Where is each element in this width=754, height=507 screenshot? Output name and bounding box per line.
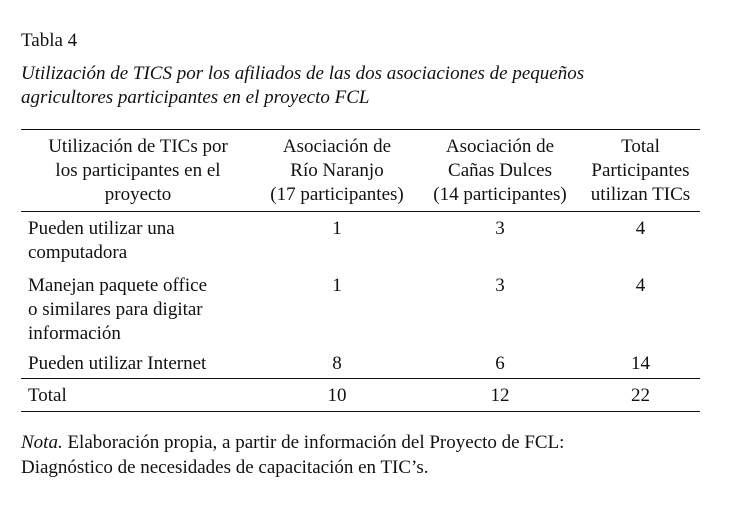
caption-line-1: Utilización de TICS por los afiliados de las dos asociaciones de pequeños	[21, 63, 585, 84]
row-label-line: o similares para digitar	[28, 299, 203, 320]
header-canas-dulces	[419, 130, 581, 212]
header-text-line: Total	[621, 136, 660, 157]
cell-rio-naranjo: 8	[332, 353, 342, 374]
header-text-line: utilizan TICs	[590, 184, 691, 205]
row-label-line: Pueden utilizar Internet	[28, 353, 207, 374]
header-text-line: Asociación de	[282, 136, 392, 157]
note-line-2: Diagnóstico de necesidades de capacitación en TIC’s.	[21, 457, 429, 478]
row-label-line: Pueden utilizar una	[28, 218, 175, 239]
row-label	[21, 212, 255, 270]
note-text: Elaboración propia, a partir de información del Proyecto de FCL:	[62, 432, 565, 453]
total-row-label: Total	[21, 379, 255, 412]
header-text-line: (17 participantes)	[270, 184, 404, 205]
header-text-line: Participantes	[591, 160, 690, 181]
table-row	[21, 269, 700, 352]
header-text-line: Utilización de TICs por	[48, 136, 228, 157]
table-total-row	[21, 379, 700, 412]
cell-canas-dulces: 6	[495, 353, 505, 374]
header-text-line: (14 participantes)	[433, 184, 567, 205]
table-row	[21, 212, 700, 270]
row-label-line: Manejan paquete office	[28, 275, 208, 296]
row-label-line: información	[28, 323, 121, 344]
note-line-1	[21, 430, 741, 455]
table-row	[21, 352, 700, 379]
data-table	[21, 129, 700, 412]
header-text-line: los participantes en el	[55, 160, 221, 181]
row-label	[21, 269, 255, 352]
table-header-row	[21, 130, 700, 212]
header-text-line: Asociación de	[445, 136, 555, 157]
header-total	[581, 130, 700, 212]
row-label-line: computadora	[28, 242, 128, 263]
cell-rio-naranjo: 1	[332, 218, 342, 239]
cell-total: 4	[635, 275, 646, 296]
header-usage	[21, 130, 255, 212]
table-caption	[21, 62, 721, 110]
total-total: 22	[581, 379, 700, 412]
header-text-line: Cañas Dulces	[448, 160, 552, 181]
header-text-line: Río Naranjo	[290, 160, 384, 181]
note-prefix: Nota.	[21, 432, 63, 453]
cell-total: 14	[631, 353, 650, 374]
table-number: Tabla 4	[21, 30, 78, 51]
cell-rio-naranjo: 1	[332, 275, 342, 296]
total-rio-naranjo: 10	[255, 379, 419, 412]
cell-canas-dulces: 3	[495, 275, 505, 296]
caption-line-2: agricultores participantes en el proyecto FCL	[21, 87, 370, 108]
header-rio-naranjo	[255, 130, 419, 212]
cell-canas-dulces: 3	[495, 218, 505, 239]
table-note	[21, 430, 741, 480]
header-text-line: proyecto	[104, 184, 172, 205]
total-canas-dulces: 12	[419, 379, 581, 412]
row-label	[21, 352, 255, 379]
cell-total: 4	[635, 218, 646, 239]
